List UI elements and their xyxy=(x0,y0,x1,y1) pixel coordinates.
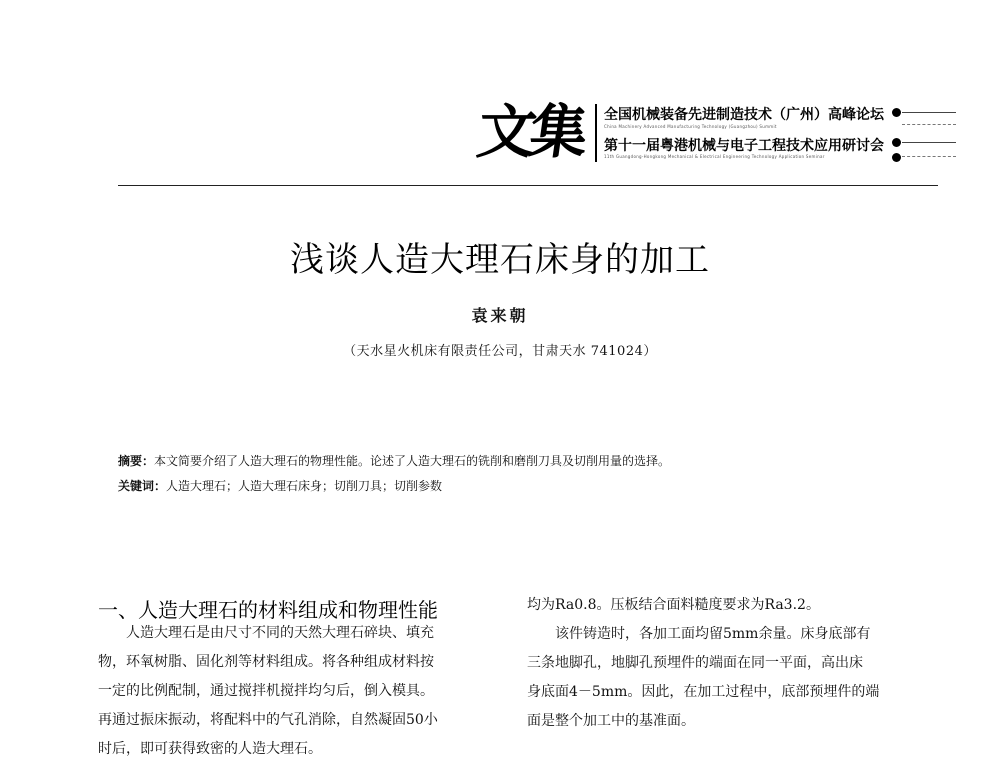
body-line: 均为Ra0.8。压板结合面料糙度要求为Ra3.2。 xyxy=(527,597,820,613)
paper-author: 袁来朝 xyxy=(471,306,529,325)
ornament-dot-icon xyxy=(892,138,901,147)
abstract-text: 本文简要介绍了人造大理石的物理性能。论述了人造大理石的铣削和磨削刀具及切削用量的选择。 xyxy=(154,454,671,468)
keywords-label: 关键词： xyxy=(118,479,167,493)
conference-title-1: 全国机械装备先进制造技术（广州）高峰论坛 xyxy=(604,107,884,123)
ornament-dot-icon xyxy=(892,108,901,117)
ornament-dash xyxy=(902,124,956,125)
body-line: 人造大理石是由尺寸不同的天然大理石碎块、填充 xyxy=(126,625,434,641)
ornament-dot-icon xyxy=(892,153,901,162)
left-column xyxy=(98,619,490,764)
journal-logo: 文集 xyxy=(473,98,587,166)
right-column xyxy=(527,591,922,736)
ornament-line xyxy=(902,112,956,113)
conference-subtitle-2: 11th Guangdong-Hongkong Mechanical & Electrical Engineering Technology Application Seminar xyxy=(604,154,825,159)
header-divider xyxy=(595,104,597,162)
header-rule xyxy=(118,185,938,186)
paper-affiliation: （天水星火机床有限责任公司，甘肃天水 741024） xyxy=(343,344,657,359)
body-line: 面是整个加工中的基准面。 xyxy=(527,713,695,729)
body-line: 三条地脚孔，地脚孔预埋件的端面在同一平面，高出床 xyxy=(527,655,863,671)
section-heading: 一、人造大理石的材料组成和物理性能 xyxy=(98,598,438,622)
ornament-line xyxy=(902,142,956,143)
body-line: 再通过振床振动，将配料中的气孔消除，自然凝固50小 xyxy=(98,712,438,728)
body-line: 一定的比例配制，通过搅拌机搅拌均匀后，倒入模具。 xyxy=(98,683,434,699)
abstract xyxy=(118,452,670,469)
conference-subtitle-1: China Machinery Advanced Manufacturing Technology (Guangzhou) Summit xyxy=(604,124,777,129)
ornament-dash xyxy=(902,156,956,157)
body-line: 该件铸造时，各加工面均留5mm余量。床身底部有 xyxy=(555,626,871,642)
body-line: 物，环氧树脂、固化剂等材料组成。将各种组成材料按 xyxy=(98,654,434,670)
body-line: 身底面4－5mm。因此，在加工过程中，底部预埋件的端 xyxy=(527,684,880,700)
keywords-text: 人造大理石；人造大理石床身；切削刀具；切削参数 xyxy=(166,479,443,493)
body-line: 时后，即可获得致密的人造大理石。 xyxy=(98,741,322,757)
journal-header xyxy=(473,98,958,168)
conference-title-2: 第十一届粤港机械与电子工程技术应用研讨会 xyxy=(604,138,884,154)
paper-title: 浅谈人造大理石床身的加工 xyxy=(290,240,710,280)
abstract-label: 摘要： xyxy=(118,454,155,468)
keywords xyxy=(118,477,442,494)
